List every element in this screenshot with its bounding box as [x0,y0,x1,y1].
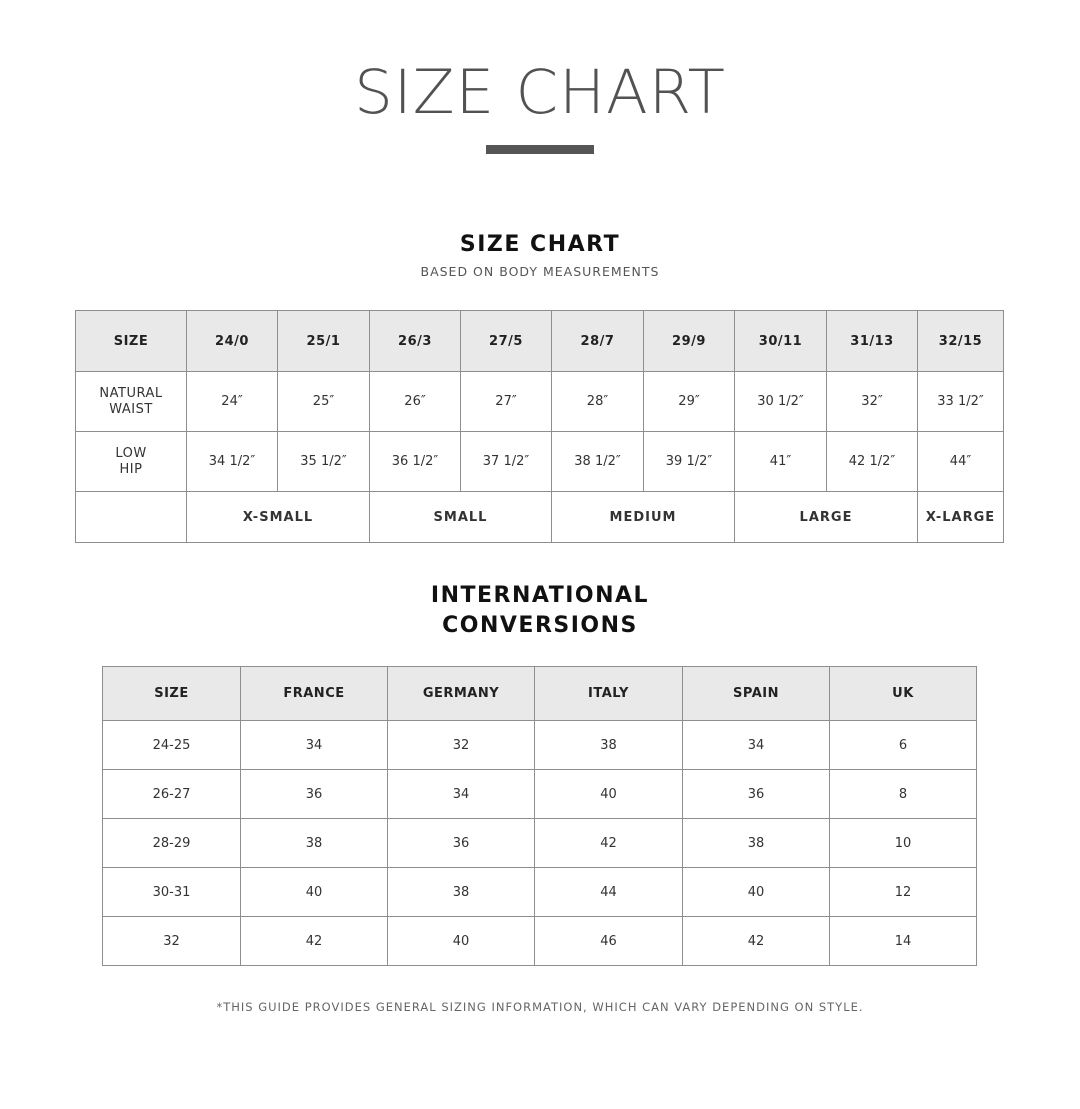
conversion-cell: 6 [830,721,977,770]
size-category-medium: MEDIUM [552,492,735,543]
size-chart-header-cell: 25/1 [278,311,370,372]
conversion-cell: 8 [830,770,977,819]
row-label-line: LOW [115,445,147,461]
hip-value-cell: 41″ [735,432,827,492]
conversions-row [103,819,977,868]
conversion-cell: 44 [535,868,683,917]
natural-waist-row [76,372,1004,432]
conversions-title-line: INTERNATIONAL [430,583,650,608]
conversion-cell: 36 [241,770,388,819]
footnote: *THIS GUIDE PROVIDES GENERAL SIZING INFORMATION, WHICH CAN VARY DEPENDING ON STYLE. [216,1000,864,1014]
size-chart-subtitle: BASED ON BODY MEASUREMENTS [420,264,660,279]
conversion-cell: 38 [388,868,535,917]
size-chart-title: SIZE CHART [459,232,621,257]
empty-cell [76,492,187,543]
conversions-row [103,721,977,770]
conversions-header-cell: SPAIN [683,667,830,721]
conversion-cell: 34 [683,721,830,770]
hip-value-cell: 44″ [918,432,1004,492]
size-chart-table [75,310,1004,543]
conversion-cell: 14 [830,917,977,966]
size-chart-header-cell: 29/9 [644,311,735,372]
size-chart-header-cell: 24/0 [187,311,278,372]
conversions-table [102,666,977,966]
conversion-cell: 10 [830,819,977,868]
conversion-cell: 12 [830,868,977,917]
hip-value-cell: 42 1/2″ [827,432,918,492]
conversions-header-cell: ITALY [535,667,683,721]
conversion-cell: 38 [535,721,683,770]
conversion-cell: 42 [535,819,683,868]
size-chart-header-cell: SIZE [76,311,187,372]
conversions-row [103,917,977,966]
conversion-cell: 46 [535,917,683,966]
conversion-cell: 32 [388,721,535,770]
row-label-line: HIP [119,461,143,477]
conversion-cell: 42 [241,917,388,966]
conversions-header-cell: GERMANY [388,667,535,721]
conversion-cell: 40 [535,770,683,819]
conversions-header-row [103,667,977,721]
conversion-cell: 36 [683,770,830,819]
size-category-x-small: X-SMALL [187,492,370,543]
conversions-header-cell: SIZE [103,667,241,721]
waist-value-cell: 30 1/2″ [735,372,827,432]
size-chart-header-cell: 28/7 [552,311,644,372]
conversion-cell: 38 [683,819,830,868]
waist-value-cell: 32″ [827,372,918,432]
size-category-x-large: X-LARGE [918,492,1004,543]
low-hip-row [76,432,1004,492]
conversions-row [103,868,977,917]
title-underline-bar [486,145,594,154]
row-label-line: WAIST [109,401,153,417]
conversions-header-cell: UK [830,667,977,721]
hip-value-cell: 35 1/2″ [278,432,370,492]
size-chart-header-row [76,311,1004,372]
conversion-cell: 28-29 [103,819,241,868]
conversions-header-cell: FRANCE [241,667,388,721]
conversion-cell: 26-27 [103,770,241,819]
size-chart-header-cell: 26/3 [370,311,461,372]
conversion-cell: 36 [388,819,535,868]
size-chart-header-cell: 31/13 [827,311,918,372]
conversion-cell: 40 [683,868,830,917]
row-label-natural-waist [76,372,187,432]
waist-value-cell: 24″ [187,372,278,432]
conversion-cell: 34 [388,770,535,819]
waist-value-cell: 29″ [644,372,735,432]
size-chart-header-cell: 32/15 [918,311,1004,372]
conversion-cell: 24-25 [103,721,241,770]
conversion-cell: 32 [103,917,241,966]
conversion-cell: 30-31 [103,868,241,917]
row-label-line: NATURAL [99,385,163,401]
row-label-low-hip [76,432,187,492]
hip-value-cell: 36 1/2″ [370,432,461,492]
conversion-cell: 34 [241,721,388,770]
waist-value-cell: 28″ [552,372,644,432]
size-chart-header-cell: 30/11 [735,311,827,372]
conversions-title-line: CONVERSIONS [442,613,638,638]
hip-value-cell: 34 1/2″ [187,432,278,492]
waist-value-cell: 27″ [461,372,552,432]
waist-value-cell: 33 1/2″ [918,372,1004,432]
conversions-title [0,581,1080,641]
size-category-row [76,492,1004,543]
waist-value-cell: 25″ [278,372,370,432]
size-chart-header-cell: 27/5 [461,311,552,372]
size-category-small: SMALL [370,492,552,543]
conversions-row [103,770,977,819]
hip-value-cell: 39 1/2″ [644,432,735,492]
hip-value-cell: 37 1/2″ [461,432,552,492]
conversion-cell: 38 [241,819,388,868]
waist-value-cell: 26″ [370,372,461,432]
page-title: SIZE CHART [354,57,726,128]
conversion-cell: 40 [388,917,535,966]
size-category-large: LARGE [735,492,918,543]
hip-value-cell: 38 1/2″ [552,432,644,492]
conversion-cell: 42 [683,917,830,966]
conversion-cell: 40 [241,868,388,917]
